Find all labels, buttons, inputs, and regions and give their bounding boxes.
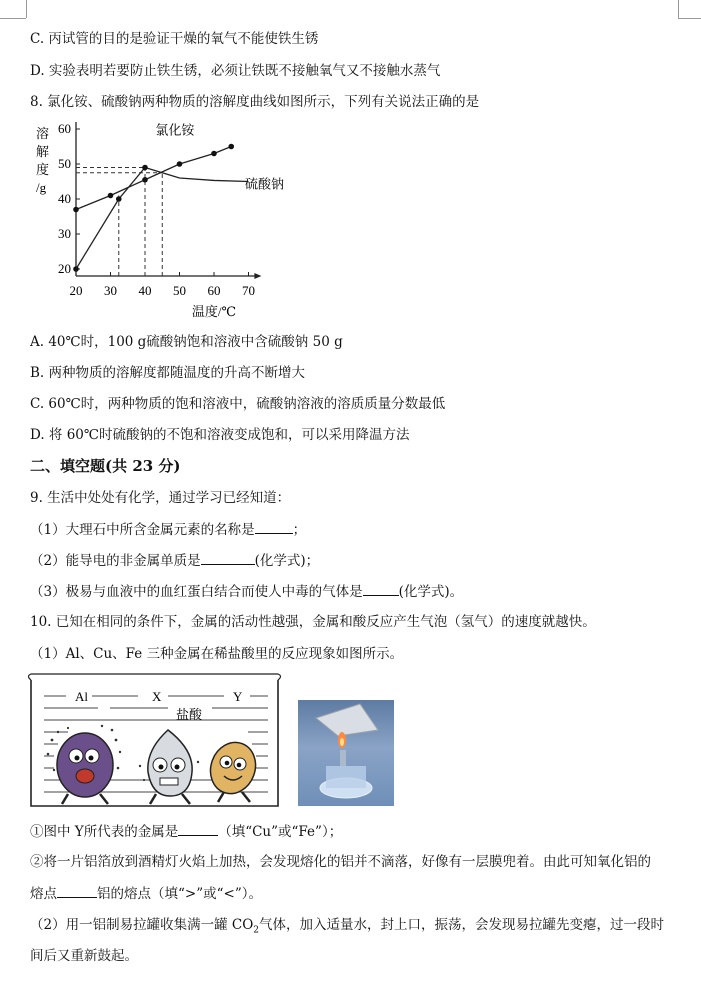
answer-blank[interactable] <box>201 551 255 565</box>
solubility-chart <box>26 120 296 325</box>
y-axis-label: 度 <box>36 162 50 177</box>
label-al: Al <box>75 689 88 704</box>
q8-option-a: A. 40℃时，100 g硫酸钠饱和溶液中含硫酸钠 50 g <box>30 334 343 350</box>
q9-part3-text: （3）极易与血液中的血红蛋白结合而使人中毒的气体是 <box>30 584 363 600</box>
q10-stem: 10. 已知在相同的条件下，金属的活动性越强，金属和酸反应产生气泡（氢气）的速度就越快。 <box>30 614 596 630</box>
q9-part1-end: ； <box>292 522 307 538</box>
x-tick-label: 70 <box>242 283 255 298</box>
x-tick-label: 50 <box>173 283 186 298</box>
x-axis-arrow <box>254 273 261 279</box>
q10-sub2-end: 铝的熔点（填“>”或“<”）。 <box>97 886 262 902</box>
q10-sub2-line1: ②将一片铝箔放到酒精灯火焰上加热，会发现熔化的铝并不滴落，好像有一层膜兜着。由此可知氧化铝的 <box>30 854 651 870</box>
q10-sub1-end: （填“Cu”或“Fe”）； <box>218 824 343 840</box>
label-y: Y <box>233 689 243 704</box>
series-label: 氯化铵 <box>155 122 195 138</box>
x-character <box>139 730 199 804</box>
series-line-ammonium-chloride <box>76 147 231 210</box>
x-tick-label: 30 <box>104 283 117 298</box>
alcohol-lamp-photo <box>298 700 394 806</box>
answer-blank[interactable] <box>255 520 293 534</box>
co2-subscript: 2 <box>253 925 260 936</box>
data-point <box>108 193 114 199</box>
y-tick-label: 30 <box>58 226 71 241</box>
q10-part2-line1 <box>30 916 664 940</box>
q10-sub2-line2 <box>30 884 262 903</box>
y-tick-label: 40 <box>58 191 71 206</box>
q10-sub2-text: 熔点 <box>30 886 57 902</box>
x-axis-label: 温度/℃ <box>191 304 237 319</box>
label-x: X <box>152 689 162 704</box>
q7-option-c: C. 丙试管的目的是验证干燥的氧气不能使铁生锈 <box>30 31 319 47</box>
q9-part1 <box>30 520 306 539</box>
y-axis-label: /g <box>36 180 47 195</box>
crop-mark-left-h <box>0 18 26 19</box>
q8-stem: 8. 氯化铵、硫酸钠两种物质的溶解度曲线如图所示，下列有关说法正确的是 <box>30 94 480 110</box>
q10-part2-text: （2）用一铝制易拉罐收集满一罐 CO <box>30 917 254 933</box>
crop-mark-right <box>678 0 679 18</box>
label-acid: 盐酸 <box>176 708 203 723</box>
q9-part2 <box>30 551 319 570</box>
data-point <box>116 196 122 202</box>
q9-part2-end: (化学式)； <box>254 553 320 569</box>
q10-part2-line2: 间后又重新鼓起。 <box>30 948 138 964</box>
section-2-heading: 二、填空题(共 23 分) <box>30 457 181 475</box>
y-axis-label: 溶 <box>36 126 50 141</box>
q9-part2-text: （2）能导电的非金属单质是 <box>30 553 201 569</box>
q8-option-c: C. 60℃时，两种物质的饱和溶液中，硫酸钠溶液的溶质质量分数最低 <box>30 396 446 412</box>
y-tick-label: 60 <box>58 121 71 136</box>
data-point <box>211 151 217 157</box>
q10-sub1 <box>30 822 342 841</box>
y-tick-label: 20 <box>58 261 71 276</box>
y-tick-label: 50 <box>58 156 71 171</box>
q9-part1-text: （1）大理石中所含金属元素的名称是 <box>30 522 255 538</box>
q9-part3 <box>30 582 463 601</box>
x-tick-label: 40 <box>138 283 152 298</box>
data-point <box>228 144 234 150</box>
q10-sub1-text: ①图中 Y所代表的金属是 <box>30 824 179 840</box>
q7-option-d: D. 实验表明若要防止铁生锈，必须让铁既不接触氧气又不接触水蒸气 <box>30 63 441 79</box>
data-point <box>73 207 79 213</box>
metals-in-acid-figure <box>28 670 286 810</box>
crop-mark-left <box>26 0 27 18</box>
x-tick-label: 20 <box>69 283 83 298</box>
answer-blank[interactable] <box>57 884 97 898</box>
q9-stem: 9. 生活中处处有化学，通过学习已经知道： <box>30 490 291 506</box>
series-label: 硫酸钠 <box>245 176 285 192</box>
crop-mark-right-h <box>678 18 701 19</box>
y-axis-label: 解 <box>36 144 50 159</box>
answer-blank[interactable] <box>178 822 218 836</box>
q8-option-b: B. 两种物质的溶解度都随温度的升高不断增大 <box>30 365 306 381</box>
data-point <box>142 165 148 171</box>
answer-blank[interactable] <box>363 582 399 596</box>
q9-part3-end: (化学式)。 <box>398 584 464 600</box>
data-point <box>142 177 148 183</box>
data-point <box>73 266 79 272</box>
q8-option-d: D. 将 60℃时硫酸钠的不饱和溶液变成饱和，可以采用降温方法 <box>30 427 410 443</box>
q10-part1: （1）Al、Cu、Fe 三种金属在稀盐酸里的反应现象如图所示。 <box>30 646 404 662</box>
q10-part2-text-end: 气体，加入适量水，封上口，振荡，会发现易拉罐先变瘪，过一段时 <box>259 917 665 933</box>
x-tick-label: 60 <box>207 283 221 298</box>
data-point <box>177 161 183 167</box>
